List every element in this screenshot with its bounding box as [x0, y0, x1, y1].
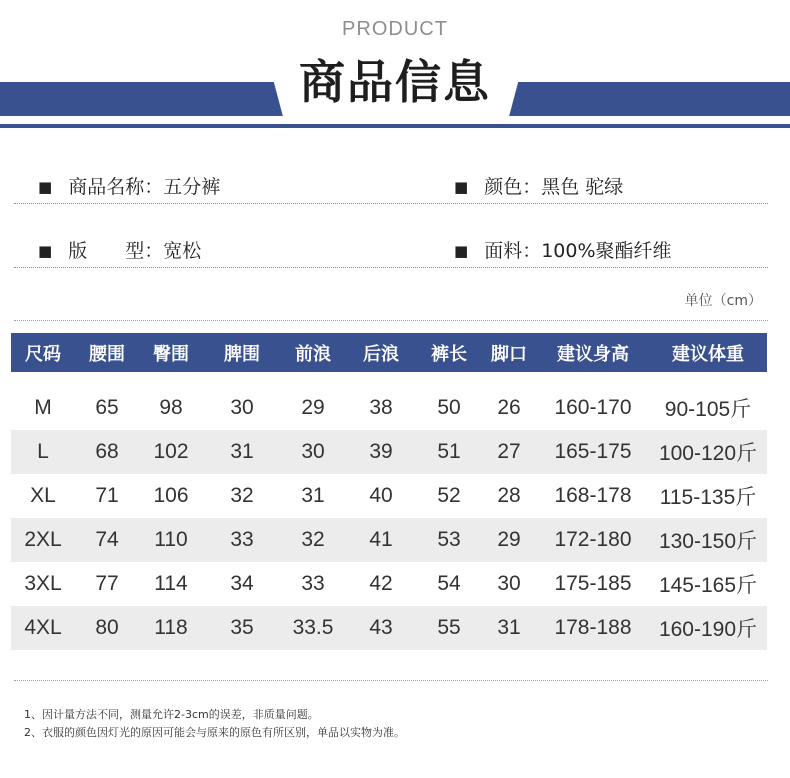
- table-cell: 118: [139, 606, 203, 650]
- table-cell: 33.5: [281, 606, 345, 650]
- table-cell: 2XL: [11, 518, 75, 562]
- table-cell: 165-175: [537, 430, 649, 474]
- info-item-product-name: [38, 172, 220, 199]
- table-cell: 106: [153, 484, 189, 507]
- table-cell: 50: [437, 396, 461, 419]
- table-cell: 30: [497, 572, 521, 595]
- table-cell: 102: [139, 430, 203, 474]
- table-cell: 29: [301, 396, 325, 419]
- table-cell: 43: [345, 606, 417, 650]
- table-cell: 71: [95, 484, 119, 507]
- table-cell: 31: [481, 606, 537, 650]
- table-cell: 41: [345, 518, 417, 562]
- table-cell: 160-170: [554, 396, 632, 419]
- info-text: 商品名称：五分裤: [68, 176, 221, 198]
- table-cell: 52: [437, 484, 461, 507]
- table-cell: 30: [230, 396, 254, 419]
- square-bullet-icon: ■: [454, 242, 469, 260]
- table-cell: 114: [154, 572, 188, 595]
- table-cell: 145-165斤: [658, 574, 758, 597]
- info-text: 面料：100%聚酯纤维: [484, 240, 672, 262]
- note-line: 1、因计量方法不同，测量允许2-3cm的误差，非质量问题。: [24, 708, 319, 721]
- table-cell: 168-178: [554, 484, 632, 507]
- table-cell: L: [11, 430, 75, 474]
- table-cell: 54: [437, 572, 461, 595]
- divider-bottom: [14, 680, 768, 681]
- column-header: 后浪: [345, 333, 417, 372]
- table-cell: 178-188: [537, 606, 649, 650]
- table-cell: 175-185: [554, 572, 632, 595]
- table-cell: 4XL: [11, 606, 75, 650]
- table-header-row: [11, 333, 767, 372]
- table-cell: 77: [95, 572, 119, 595]
- column-header: 裤长: [417, 333, 481, 372]
- table-cell: 40: [369, 484, 393, 507]
- table-cell: 100-120斤: [649, 430, 767, 474]
- table-cell: 42: [369, 572, 393, 595]
- table-row: [11, 372, 767, 430]
- table-cell: 31: [301, 484, 325, 507]
- column-header: 脾围: [203, 333, 281, 372]
- table-cell: 38: [369, 396, 393, 419]
- table-cell: XL: [30, 484, 56, 507]
- table-cell: 172-180: [537, 518, 649, 562]
- table-cell: 130-150斤: [649, 518, 767, 562]
- column-header: 臀围: [139, 333, 203, 372]
- header-rule: [0, 124, 790, 128]
- info-item-fit: [38, 236, 201, 263]
- table-cell: 33: [203, 518, 281, 562]
- size-table: [11, 333, 767, 650]
- table-cell: 160-190斤: [649, 606, 767, 650]
- column-header: 建议体重: [649, 333, 767, 372]
- table-cell: 3XL: [24, 572, 62, 595]
- info-row-2: [14, 228, 768, 268]
- table-cell: 32: [230, 484, 254, 507]
- product-header: [0, 0, 790, 140]
- column-header: 腰围: [75, 333, 139, 372]
- table-cell: 80: [75, 606, 139, 650]
- table-cell: 115-135斤: [659, 486, 757, 509]
- unit-label: 单位（cm）: [684, 293, 762, 309]
- info-row-1: [14, 164, 768, 204]
- column-header: 脚口: [481, 333, 537, 372]
- table-cell: 110: [139, 518, 203, 562]
- info-item-color: [454, 172, 623, 199]
- table-cell: 39: [345, 430, 417, 474]
- table-cell: 90-105斤: [664, 398, 752, 421]
- page-title: 商品信息: [299, 55, 491, 109]
- column-header: 尺码: [11, 333, 75, 372]
- table-cell: 29: [481, 518, 537, 562]
- table-cell: 26: [497, 396, 521, 419]
- table-row: [11, 562, 767, 606]
- column-header: 建议身高: [537, 333, 649, 372]
- table-body: [11, 372, 767, 650]
- table-cell: 98: [159, 396, 183, 419]
- square-bullet-icon: ■: [454, 178, 469, 196]
- note-line: 2、衣服的颜色因灯光的原因可能会与原来的原色有所区别，单品以实物为准。: [24, 726, 405, 739]
- table-cell: 74: [75, 518, 139, 562]
- table-cell: 31: [203, 430, 281, 474]
- table-cell: 34: [230, 572, 254, 595]
- column-header: 前浪: [281, 333, 345, 372]
- info-text: 颜色：黑色 驼绿: [484, 176, 624, 198]
- table-cell: 68: [75, 430, 139, 474]
- table-row: [11, 606, 767, 650]
- table-cell: 55: [417, 606, 481, 650]
- header-eyebrow: PRODUCT: [342, 18, 448, 40]
- square-bullet-icon: ■: [38, 242, 53, 260]
- divider-top: [14, 320, 768, 321]
- table-cell: 51: [417, 430, 481, 474]
- table-cell: 33: [301, 572, 325, 595]
- table-cell: 30: [281, 430, 345, 474]
- square-bullet-icon: ■: [38, 178, 53, 196]
- info-text: 版 型：宽松: [68, 240, 202, 262]
- table-cell: M: [34, 396, 52, 419]
- table-cell: 53: [417, 518, 481, 562]
- table-row: [11, 518, 767, 562]
- table-row: [11, 430, 767, 474]
- table-row: [11, 474, 767, 518]
- notes: [24, 706, 405, 742]
- table-cell: 27: [481, 430, 537, 474]
- table-cell: 32: [281, 518, 345, 562]
- table-cell: 65: [95, 396, 119, 419]
- table-cell: 28: [497, 484, 521, 507]
- table-cell: 35: [203, 606, 281, 650]
- info-item-fabric: [454, 236, 672, 263]
